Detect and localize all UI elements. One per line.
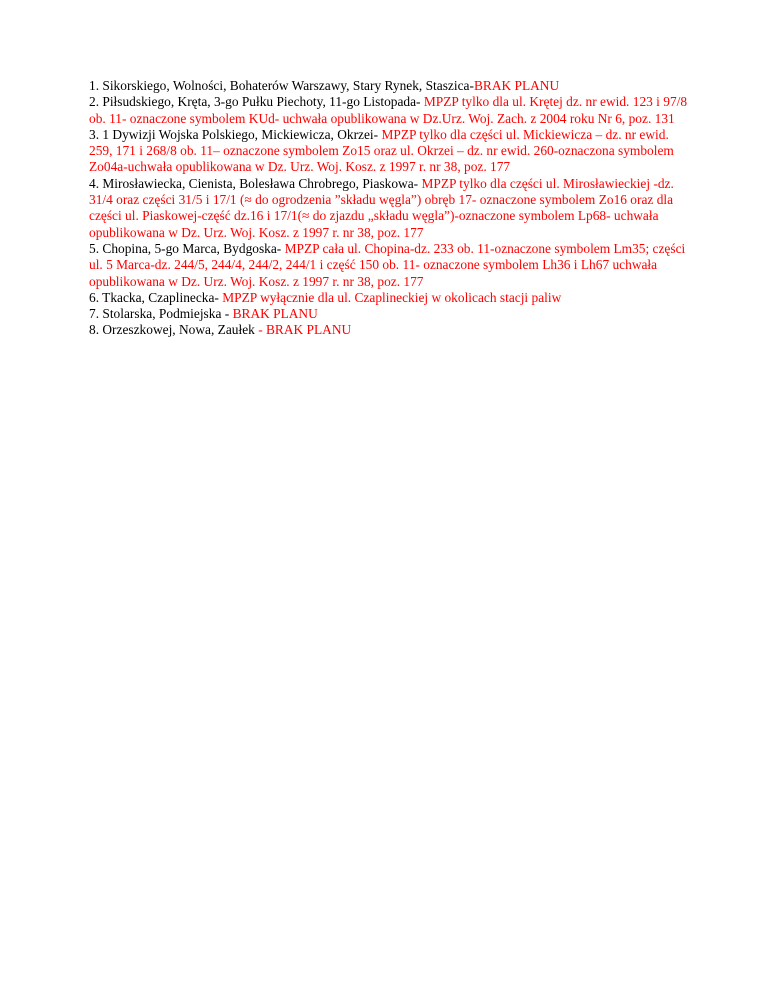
plan-status: MPZP cała ul. Chopina-dz. 233 ob. 11-oznaczone symbolem Lm35; części ul. 5 Marca-dz. 244/5, 244/4, 244/2, 244/1 i część 150 ob. 11- oznaczone symbolem Lh36 i Lh67 uchwała opublikowana w Dz. Urz. Woj. Kosz. z 1997 r. nr 38, poz. 177 [89,240,686,289]
street-names: 5. Chopina, 5-go Marca, Bydgoska- [89,240,285,256]
list-item-8 [89,322,689,338]
plan-status: MPZP tylko dla części ul. Mickiewicza – dz. nr ewid. 259, 171 i 268/8 ob. 11– oznaczone symbolem Zo15 oraz ul. Okrzei – dz. nr ewid. 260-oznaczona symbolem Zo04a-uchwała opublikowana w Dz. Urz. Woj. Kosz. z 1997 r. nr 38, poz. 177 [89,126,674,175]
list-item-5 [89,241,689,290]
street-names: 7. Stolarska, Podmiejska - [89,306,233,322]
list-item-2 [89,94,689,127]
plan-status: MPZP tylko dla części ul. Mirosławieckiej -dz. 31/4 oraz części 31/5 i 17/1 (≈ do ogrodzenia ”składu węgla”) obręb 17- oznaczone symbolem Zo16 oraz dla części ul. Piaskowej-część dz.16 i 17/1(≈ do zjazdu „składu węgla”)-oznaczone symbolem Lp68- uchwała opublikowana w Dz. Urz. Woj. Kosz. z 1997 r. nr 38, poz. 177 [89,175,674,240]
plan-status: BRAK PLANU [232,306,318,322]
list-item-1 [89,78,689,94]
street-names: 6. Tkacka, Czaplinecka- [89,289,223,305]
list-item-6 [89,290,689,306]
document-body [89,78,689,339]
list-item-3 [89,127,689,176]
street-names: 4. Mirosławiecka, Cienista, Bolesława Chrobrego, Piaskowa- [89,175,422,191]
street-names: 2. Piłsudskiego, Kręta, 3-go Pułku Piechoty, 11-go Listopada- [89,94,424,110]
list-item-7 [89,306,689,322]
street-names: 1. Sikorskiego, Wolności, Bohaterów Warszawy, Stary Rynek, Staszica- [89,78,474,93]
plan-status: - BRAK PLANU [258,322,352,338]
street-names: 8. Orzeszkowej, Nowa, Zaułek [89,322,259,338]
plan-status: MPZP tylko dla ul. Krętej dz. nr ewid. 123 i 97/8 ob. 11- oznaczone symbolem KUd- uchwała opublikowana w Dz.Urz. Woj. Zach. z 2004 roku Nr 6, poz. 131 [89,94,688,126]
plan-status: BRAK PLANU [473,78,560,93]
plan-status: MPZP wyłącznie dla ul. Czaplineckiej w okolicach stacji paliw [222,289,562,305]
list-item-4 [89,176,689,241]
street-names: 3. 1 Dywizji Wojska Polskiego, Mickiewicza, Okrzei- [89,126,382,142]
